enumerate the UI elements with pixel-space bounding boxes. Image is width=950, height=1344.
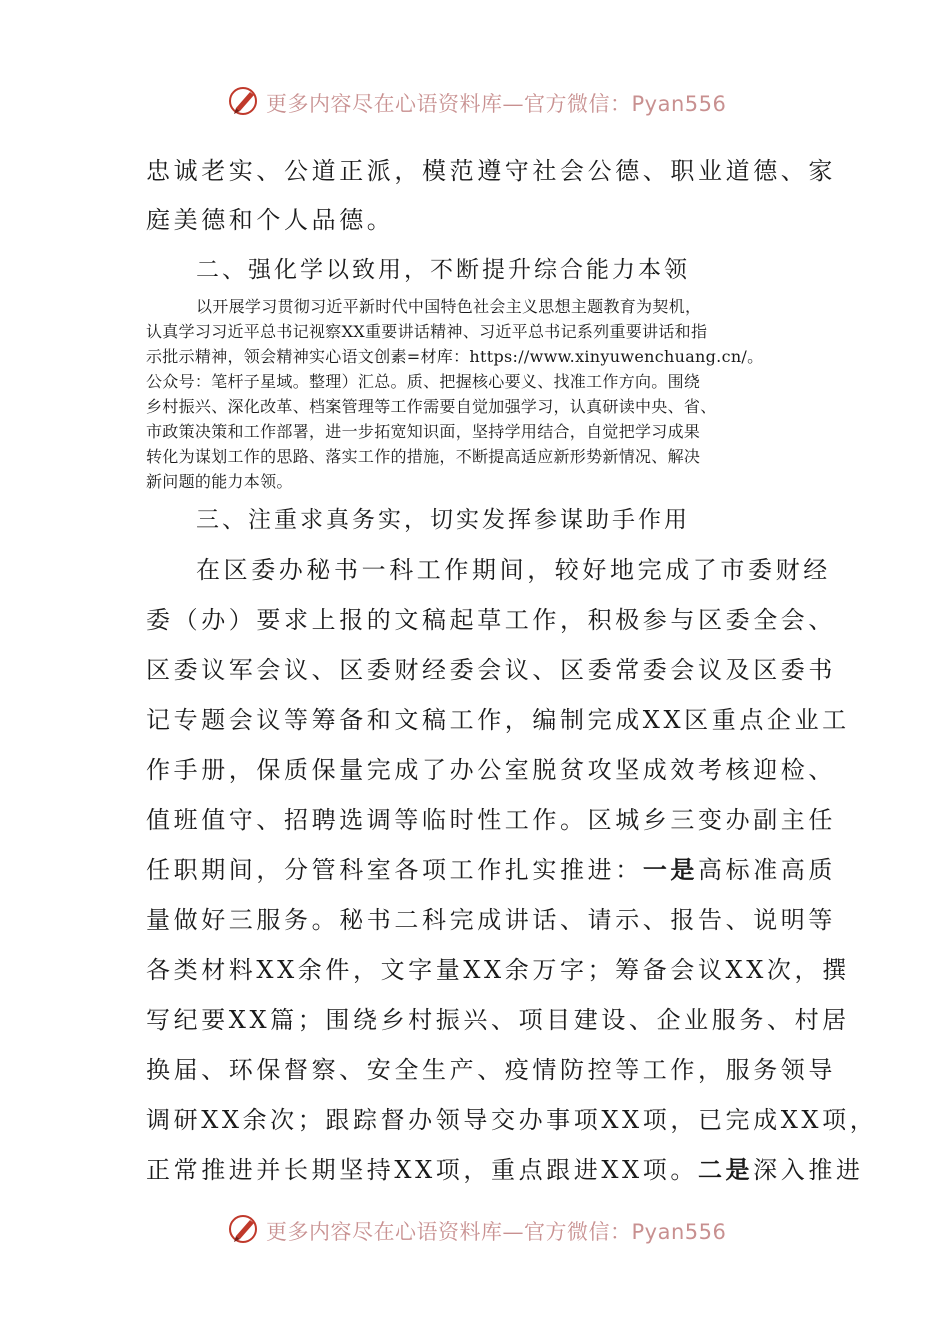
paragraph-line: 庭美德和个人品德。 [146, 206, 395, 234]
paragraph-line: 记专题会议等筹备和文稿工作，编制完成XX区重点企业工 [146, 706, 850, 734]
small-paragraph-line: 示批示精神，领会精神实心语文创素=材库：https://www.xinyuwenchuang.cn/。 [146, 347, 764, 366]
small-paragraph-line: 公众号：笔杆子星域。整理）汇总。质、把握核心要义、找准工作方向。围绕 [146, 372, 701, 391]
paragraph-line: 忠诚老实、公道正派，模范遵守社会公德、职业道德、家 [146, 157, 836, 185]
paragraph-line: 值班值守、招聘选调等临时性工作。区城乡三变办副主任 [146, 806, 836, 834]
footer-watermark [0, 1210, 950, 1250]
paragraph-line: 各类材料XX余件，文字量XX余万字；筹备会议XX次，撰 [146, 956, 850, 984]
pen-logo-icon [228, 84, 262, 118]
header-watermark [0, 82, 950, 122]
paragraph-line: 换届、环保督察、安全生产、疫情防控等工作，服务领导 [146, 1056, 836, 1084]
small-paragraph-line: 市政策决策和工作部署，进一步拓宽知识面，坚持学用结合，自觉把学习成果 [146, 422, 701, 441]
section-heading-3: 三、注重求真务实，切实发挥参谋助手作用 [196, 507, 690, 533]
emphasis-yishi: 一是 [642, 855, 699, 884]
paragraph-line: 委（办）要求上报的文稿起草工作，积极参与区委全会、 [146, 606, 836, 634]
paragraph-line: 写纪要XX篇；围绕乡村振兴、项目建设、企业服务、村居 [146, 1006, 850, 1034]
small-paragraph-line: 认真学习习近平总书记视察XX重要讲话精神、习近平总书记系列重要讲话和指 [146, 322, 708, 341]
small-paragraph-line: 以开展学习贯彻习近平新时代中国特色社会主义思想主题教育为契机， [196, 297, 702, 316]
small-paragraph-line: 新问题的能力本领。 [146, 472, 293, 491]
pen-logo-icon [228, 1212, 262, 1246]
watermark-text: 更多内容尽在心语资料库—官方微信：Pyan556 [266, 92, 727, 116]
watermark-text: 更多内容尽在心语资料库—官方微信：Pyan556 [266, 1220, 727, 1244]
paragraph-line: 正常推进并长期坚持XX项，重点跟进XX项。二是深入推进 [146, 1155, 864, 1184]
paragraph-line: 量做好三服务。秘书二科完成讲话、请示、报告、说明等 [146, 906, 836, 934]
paragraph-line: 在区委办秘书一科工作期间，较好地完成了市委财经 [196, 556, 831, 584]
paragraph-line: 区委议军会议、区委财经委会议、区委常委会议及区委书 [146, 656, 836, 684]
emphasis-ershi: 二是 [697, 1155, 754, 1184]
section-heading-2: 二、强化学以致用，不断提升综合能力本领 [196, 257, 690, 283]
paragraph-line: 作手册，保质保量完成了办公室脱贫攻坚成效考核迎检、 [146, 756, 836, 784]
small-paragraph-line: 转化为谋划工作的思路、落实工作的措施，不断提高适应新形势新情况、解决 [146, 447, 701, 466]
paragraph-line: 任职期间，分管科室各项工作扎实推进：一是高标准高质 [146, 855, 837, 884]
small-paragraph-line: 乡村振兴、深化改革、档案管理等工作需要自觉加强学习，认真研读中央、省、 [146, 397, 717, 416]
paragraph-line: 调研XX余次；跟踪督办领导交办事项XX项，已完成XX项， [146, 1106, 878, 1134]
